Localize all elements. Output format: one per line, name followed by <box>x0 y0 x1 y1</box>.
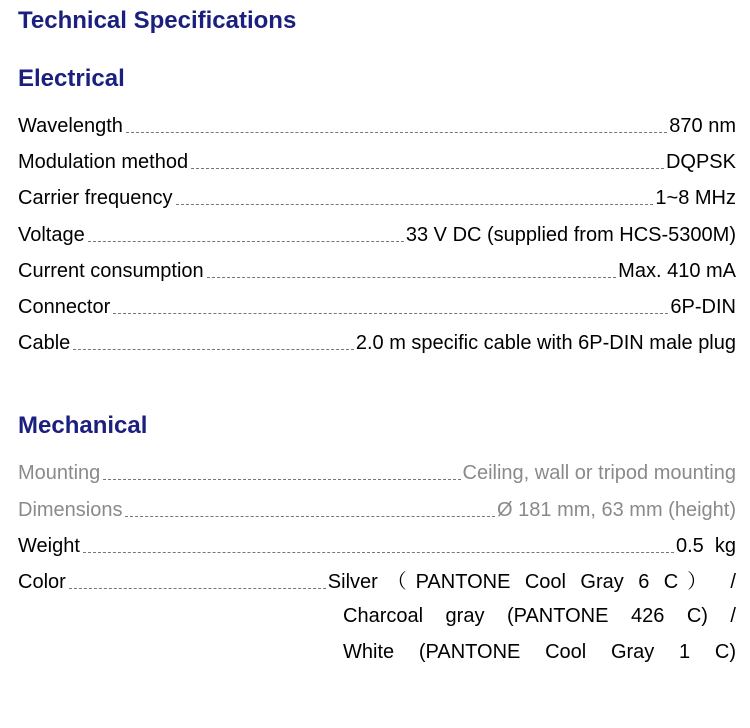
section-heading-electrical: Electrical <box>18 65 125 92</box>
spec-value: Ceiling, wall or tripod mounting <box>462 462 736 484</box>
spec-value: Max. 410 mA <box>618 260 736 282</box>
spec-value: 2.0 m specific cable with 6P-DIN male plug <box>355 332 736 354</box>
section-heading-mechanical: Mechanical <box>18 412 148 439</box>
dotted-leader <box>88 241 404 242</box>
dotted-leader <box>125 516 495 517</box>
spec-label: Wavelength <box>18 115 123 137</box>
spec-row-wavelength <box>18 108 736 138</box>
spec-label: Connector <box>18 296 111 318</box>
spec-value: 0.5 kg <box>675 535 736 557</box>
color-continuation-line: White (PANTONE Cool Gray 1 C) <box>343 641 736 663</box>
spec-value: 1~8 MHz <box>655 187 736 209</box>
spec-row-modulation-method <box>18 144 736 174</box>
spec-label: Color <box>18 571 66 593</box>
spec-label: Cable <box>18 332 71 354</box>
dotted-leader <box>126 132 667 133</box>
spec-label: Dimensions <box>18 499 123 521</box>
dotted-leader <box>103 479 460 480</box>
dotted-leader <box>113 313 668 314</box>
dotted-leader <box>176 204 654 205</box>
spec-value: 33 V DC (supplied from HCS-5300M) <box>405 224 736 246</box>
dotted-leader <box>83 552 674 553</box>
spec-label: Voltage <box>18 224 85 246</box>
spec-value: Ø 181 mm, 63 mm (height) <box>497 499 736 521</box>
spec-value: DQPSK <box>665 151 736 173</box>
spec-value: 870 nm <box>669 115 736 137</box>
spec-label: Weight <box>18 535 80 557</box>
spec-row-voltage <box>18 217 736 247</box>
spec-label: Current consumption <box>18 260 204 282</box>
spec-label: Mounting <box>18 462 101 484</box>
spec-row-connector <box>18 289 736 319</box>
spec-row-cable <box>18 325 736 355</box>
spec-row-dimensions <box>18 492 736 522</box>
dotted-leader <box>69 588 326 589</box>
spec-row-mounting <box>18 455 736 485</box>
page-title: Technical Specifications <box>18 7 297 34</box>
spec-label: Modulation method <box>18 151 189 173</box>
spec-row-current-consumption <box>18 253 736 283</box>
spec-value: 6P-DIN <box>670 296 736 318</box>
spec-value: Silver（PANTONE Cool Gray 6 C） / <box>327 571 736 593</box>
spec-row-weight <box>18 528 736 558</box>
color-continuation-line: Charcoal gray (PANTONE 426 C) / <box>343 605 736 627</box>
dotted-leader <box>191 168 664 169</box>
spec-row-color <box>18 564 736 594</box>
spec-label: Carrier frequency <box>18 187 173 209</box>
spec-row-carrier-frequency <box>18 180 736 210</box>
dotted-leader <box>73 349 354 350</box>
dotted-leader <box>207 277 617 278</box>
